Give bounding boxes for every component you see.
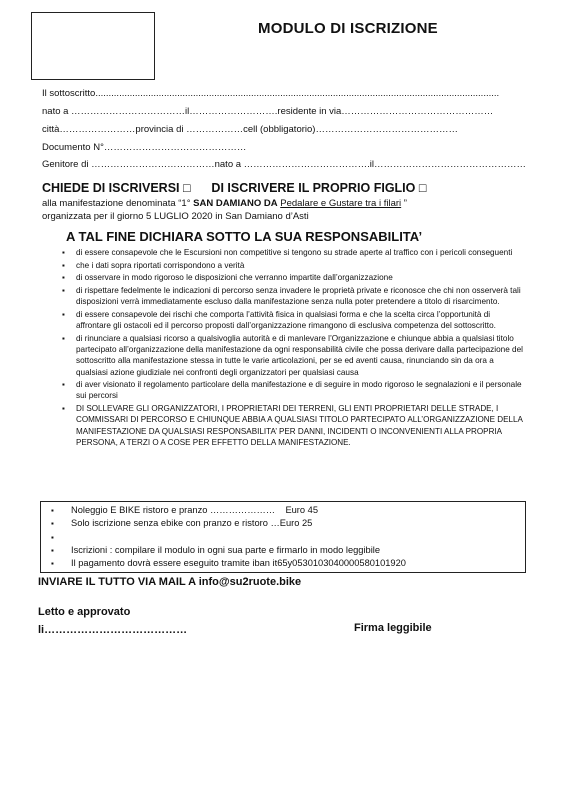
manifestazione-line-1 (42, 198, 407, 209)
bullet-icon: ▪ (62, 273, 65, 283)
chiede-line (42, 181, 426, 195)
bullet-icon: ▪ (51, 519, 54, 529)
list-item: ▪ di essere consapevole che le Escursioni non competitive si tengono su strade aperte al traffico con i pericoli conseguenti (62, 248, 513, 257)
letto-approvato: Letto e approvato (38, 606, 131, 618)
firma-label: Firma leggibile (354, 622, 432, 634)
place-date-field[interactable]: li………………………………… (38, 624, 188, 636)
declarations-list (62, 247, 524, 449)
checkbox-figlio[interactable]: □ (418, 181, 427, 195)
bullet-icon: ▪ (62, 404, 65, 414)
list-item: ▪ che i dati sopra riportati corrispondono a verità (62, 260, 245, 270)
price-noleggio: Euro 45 (285, 505, 318, 515)
field-genitore[interactable]: Genitore di …………………………………nato a ………………………………….il………………………………………… (42, 159, 527, 170)
note-pagamento: ▪ Il pagamento dovrà essere eseguito tramite iban it65y0530103040000580101920 (47, 557, 525, 570)
list-item: ▪ di aver visionato il regolamento particolare della manifestazione e di seguire in modo rigoroso le segnalazioni e il personale sui percorsi (62, 380, 522, 401)
bullet-icon: ▪ (51, 545, 54, 555)
checkbox-iscriversi[interactable]: □ (183, 181, 191, 195)
bullet-icon: ▪ (51, 559, 54, 569)
manif-text-a: alla manifestazione denominata “1° (42, 198, 194, 209)
dichiara-heading: A TAL FINE DICHIARA SOTTO LA SUA RESPONSABILITA’ (66, 229, 423, 244)
bullet-icon: ▪ (62, 333, 65, 343)
field-citta-provincia-cell[interactable]: città……………………provincia di ………………cell (obbligatorio)……………………………………… (42, 124, 458, 135)
option-empty (47, 531, 525, 544)
manif-text-b: SAN DAMIANO DA (193, 198, 278, 209)
list-item: ▪ di osservare in modo rigoroso le disposizioni che verranno impartite dall’organizzazione (62, 273, 393, 283)
price-solo: Euro 25 (279, 518, 313, 529)
chiede-figlio-label: DI ISCRIVERE IL PROPRIO FIGLIO (211, 181, 416, 195)
list-item: ▪ DI SOLLEVARE GLI ORGANIZZATORI, I PROPRIETARI DEI TERRENI, GLI ENTI PROPRIETARI DELLE STRADE, I COMMISSARI DI PERCORSO E CHIUNQUE ABBIA A QUALSIASI TITOLO PARTECIPATO ALL’ORGANIZZAZIONE DELLA MANIFESTAZIONE DA QUALSIASI RESPONSABILITA’ PER DANNI, INCIDENTI O INCONVENIENTI ALLA PROPRIA PERSONA, A TERZI O A COSE PER EFFETTO DELLA MANIFESTAZIONE. (62, 404, 523, 447)
bullet-icon: ▪ (62, 286, 65, 296)
chiede-iscriversi-label: CHIEDE DI ISCRIVERSI (42, 181, 180, 195)
bullet-icon: ▪ (62, 248, 65, 257)
list-item: ▪ di rispettare fedelmente le indicazioni di percorso senza invadere le proprietà private e riconosce che chi non osserverà tali disposizioni verrà immediatamente escluso dalla manifestazione senza nulla poter pretendere a titolo di risarcimento. (62, 286, 521, 307)
photo-box (31, 12, 155, 80)
inviare-mail-line: INVIARE IL TUTTO VIA MAIL A info@su2ruote.bike (38, 576, 302, 588)
bullet-icon: ▪ (51, 506, 54, 515)
page-title: MODULO DI ISCRIZIONE (258, 20, 438, 37)
bullet-icon: ▪ (62, 380, 65, 390)
list-item: ▪ di essere consapevole dei rischi che comporta l’attività fisica in qualsiasi forma e che la scelta circa l’opportunità di affrontare gli ostacoli ed il percorso proposti dall’organizzazione rimangono di esclusiva competenza del sottoscritto. (62, 310, 496, 331)
manif-text-d: ” (401, 198, 407, 209)
bullet-icon: ▪ (51, 532, 54, 542)
options-list (41, 502, 525, 570)
note-iscrizioni: ▪ Iscrizioni : compilare il modulo in ogni sua parte e firmarlo in modo leggibile (47, 544, 525, 557)
options-box (40, 501, 526, 573)
field-sottoscritto[interactable]: Il sottoscritto......................................................................................................................................................... (42, 88, 500, 99)
manif-event-name: Pedalare e Gustare tra i filari (280, 198, 402, 209)
field-documento[interactable]: Documento N°……………………………………… (42, 142, 247, 153)
manifestazione-line-2: organizzata per il giorno 5 LUGLIO 2020 in San Damiano d’Asti (42, 211, 309, 222)
bullet-icon: ▪ (62, 260, 65, 270)
option-noleggio[interactable]: ▪ Noleggio E BIKE ristoro e pranzo ………………… Euro 45 (47, 504, 525, 517)
bullet-icon: ▪ (62, 310, 65, 320)
field-nato-residente[interactable]: nato a ………………………………il……………………….residente in via………………………………………… (42, 106, 494, 117)
option-solo-iscrizione[interactable]: ▪ Solo iscrizione senza ebike con pranzo e ristoro …Euro 25 (47, 517, 525, 530)
list-item: ▪ di rinunciare a qualsiasi ricorso a qualsivoglia autorità e di manlevare l’Organizzazione e chiunque abbia a qualsiasi titolo partecipato all’organizzazione della manifestazione da ogni responsabilità civile che possa derivare dalla partecipazione del sottoscritto alla manifestazione stessa in tutte le varie articolazioni, per se ed aventi causa, rinunciando sin da ora a qualsiasi azione giudiziale nei confronti degli organizzatori per qualsiasi causa (62, 333, 523, 377)
